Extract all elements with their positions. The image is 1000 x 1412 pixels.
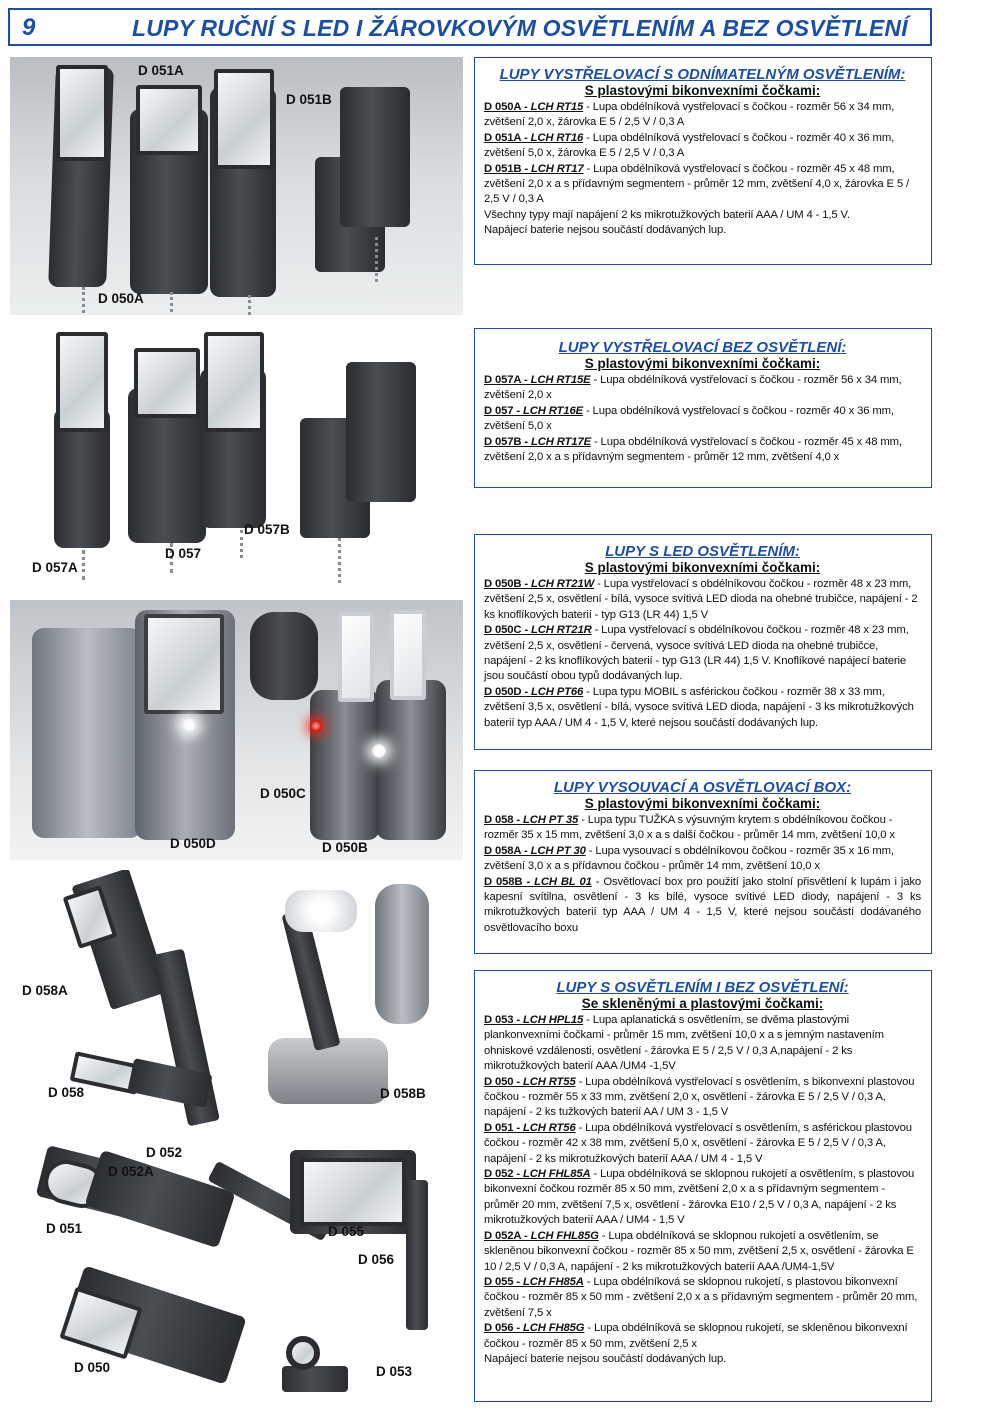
product-entry: D 050 - LCH RT55 - Lupa obdélníková vystřelovací s osvětlením, s bikonvexní plastovou čočkou - rozměr 55 x 33 mm, zvětšení 2,0 x, osvětlení - žárovka E 5 / 2,5 V / 0,3 A, napájení - 2 ks tužkových baterií AA / UM 3 - 1,5 V [484,1075,915,1119]
product-entry: D 050B - LCH RT21W - Lupa vystřelovací s obdélníkovou čočkou - rozměr 48 x 23 mm, zvětšení 2,5 x, osvětlení - bílá, vysoce svítivá LED dioda na ohebné trubičce, napájení - 2 ks knoflíkových baterií - typ G13 (LR 44) 1,5 V [484,578,918,621]
section-title: LUPY VYSTŘELOVACÍ S ODNÍMATELNÝM OSVĚTLENÍM: [499,66,906,83]
photo-label: D 058A [22,983,68,998]
product-entry: D 055 - LCH FH85A - Lupa obdélníková se sklopnou rukojetí, s plastovou bikonvexní čočkou - rozměr 85 x 50 mm - zvětšení 2,0 x a s přídavným segmentem - průměr 20 mm, zvětšení 7,5 x [484,1275,918,1319]
product-entry: D 051 - LCH RT56 - Lupa obdélníková vystřelovací s osvětlením, s asférickou plastovou čočkou - rozměr 42 x 38 mm, zvětšení 5,0 x, osvětlení - žárovka E 5 / 2,5 V / 0,3 A, napájení - 2 ks mikrotužkových baterií AAA / UM 4 - 1,5 V [484,1121,912,1165]
product-entry: D 052 - LCH FHL85A - Lupa obdélníková se sklopnou rukojetí a osvětlením, s plastovou bikonvexní čočkou rozměr 85 x 50 mm, zvětšení 2,0 x a s přídavným segmentem - průměr 20 mm, zvětšení 7,5 x, osvětlení - žárovka E10 / 2,5 V / 0,3 A, napájení - 2 ks mikrotužkových baterií AAA / UM4 - 1,5 V [484,1168,915,1227]
photo-label: D 051B [286,92,332,107]
page-title: LUPY RUČNÍ S LED I ŽÁROVKOVÝM OSVĚTLENÍM A BEZ OSVĚTLENÍ [132,15,908,41]
section-subtitle: S plastovými bikonvexními čočkami: [584,83,821,98]
product-entry: D 057B - LCH RT17E - Lupa obdélníková vystřelovací s čočkou - rozměr 45 x 48 mm, zvětšení 2,0 x a s přídavným segmentem - průměr 12 mm, zvětšení 4,0 x [484,435,902,464]
product-entry: D 056 - LCH FH85G - Lupa obdélníková se sklopnou rukojetí, se skleněnou bikonvexní čočkou - rozměr 85 x 50 mm, zvětšení 2,5 x [484,1322,908,1350]
photo-label: D 058 [48,1085,85,1100]
product-entry: D 058 - LCH PT 35 - Lupa typu TUŽKA s výsuvným krytem s obdélníkovou čočkou - rozměr 35 x 15 mm, zvětšení 3,0 x a s další čočkou - průměr 14 mm, zvětšení 10,0 x [484,814,895,842]
note: Napájecí baterie nejsou součástí dodávaných lup. [484,224,727,237]
photo-label: D 058B [380,1086,426,1101]
product-entry: D 057 - LCH RT16E - Lupa obdélníková vystřelovací s čočkou - rozměr 40 x 36 mm, zvětšení 5,0 x [484,404,894,433]
product-entry: D 051B - LCH RT17 - Lupa obdélníková vystřelovací s čočkou - rozměr 45 x 48 mm, zvětšení 2,0 x a s přídavným segmentem - průměr 12 mm, zvětšení 4,0 x, žárovka E 5 / 2,5 V / 0,3 A [484,162,910,206]
product-entry: D 050C - LCH RT21R - Lupa vystřelovací s obdélníkovou čočkou - rozměr 48 x 23 mm, zvětšení 2,5 x, osvětlení - červená, vysoce svítivá LED dioda na ohebné trubičce, napájení - 2 ks knoflíkových baterií - typ G13 (LR 44) 1,5 V. Knoflíkové napájecí baterie jsou součástí obou typů dodávaných lup. [484,624,909,683]
section-title: LUPY VYSTŘELOVACÍ BEZ OSVĚTLENÍ: [558,339,847,356]
product-entry: D 050A - LCH RT15 - Lupa obdélníková vystřelovací s čočkou - rozměr 56 x 34 mm, zvětšení 2,0 x, žárovka E 5 / 2,5 V / 0,3 A [484,101,895,129]
photo-label: D 050A [98,291,144,306]
product-entry: D 050D - LCH PT66 - Lupa typu MOBIL s asférickou čočkou - rozměr 38 x 33 mm, zvětšení 3,5 x, osvětlení - bílá, vysoce svítivá LED dioda, napájení - 3 ks mikrotužkových baterií typ AAA / UM 4 - 1,5 V, které nejsou součástí dodávaných lup. [484,685,914,729]
photo-label: D 056 [358,1252,395,1267]
section-subtitle: Se skleněnými a plastovými čočkami: [581,996,824,1011]
product-entry: D 053 - LCH HPL15 - Lupa aplanatická s osvětlením, se dvěma plastovými plankonvexními čočkami - průměr 15 mm, zvětšení 10,0 x a s jemným nastavením ohniskové vzdálenosti, osvětlení - žárovka E 5 / 2,5 V / 0,3 A,napájení - 2 ks mikrotužkových baterií AAA /UM4 -1,5V [484,1014,884,1073]
section-subtitle: S plastovými bikonvexními čočkami: [584,560,821,575]
product-photo-3 [10,600,463,860]
product-photo-4 [10,870,463,1135]
page-header [8,8,932,46]
section-box [474,534,932,750]
section-title: LUPY S OSVĚTLENÍM I BEZ OSVĚTLENÍ: [556,979,849,996]
product-photo-2 [10,328,463,588]
section-box [474,328,932,488]
section-box [474,770,932,954]
photo-label: D 051 [46,1221,83,1236]
photo-label: D 050C [260,786,306,801]
product-photo-1 [10,57,463,315]
photo-label: D 051A [138,63,184,78]
photo-label: D 050B [322,840,368,855]
photo-label: D 052A [108,1164,154,1179]
product-entry: D 051A - LCH RT16 - Lupa obdélníková vystřelovací s čočkou - rozměr 40 x 36 mm, zvětšení 5,0 x, žárovka E 5 / 2,5 V / 0,3 A [484,131,895,160]
photo-label: D 057A [32,560,78,575]
section-subtitle: S plastovými bikonvexními čočkami: [584,356,821,371]
section-title: LUPY S LED OSVĚTLENÍM: [605,543,800,560]
photo-label: D 057B [244,522,290,537]
section-subtitle: S plastovými bikonvexními čočkami: [584,796,821,811]
section-box [474,57,932,265]
photo-label: D 055 [328,1224,365,1239]
photo-label: D 053 [376,1364,413,1379]
section-title: LUPY VYSOUVACÍ A OSVĚTLOVACÍ BOX: [553,779,852,796]
note: Napájecí baterie nejsou součástí dodávaných lup. [484,1352,727,1365]
page-number: 9 [22,14,36,41]
product-photo-5 [10,1140,463,1405]
product-entry: D 058A - LCH PT 30 - Lupa vysouvací s obdélníkovou čočkou - rozměr 35 x 16 mm, zvětšení 3,0 x a s přídavnou čočkou - průměr 14 mm, zvětšení 10,0 x [484,844,894,873]
photo-label: D 052 [146,1145,183,1160]
product-entry: D 057A - LCH RT15E - Lupa obdélníková vystřelovací s čočkou - rozměr 56 x 34 mm, zvětšení 2,0 x [484,374,902,402]
photo-label: D 057 [165,546,202,561]
photo-label: D 050D [170,836,216,851]
section-box [474,970,932,1402]
note: Všechny typy mají napájení 2 ks mikrotužkových baterií AAA / UM 4 - 1,5 V. [484,208,850,221]
product-entry: D 052A - LCH FHL85G - Lupa obdélníková se sklopnou rukojetí a osvětlením, se skleněnou bikonvexní čočkou - rozměr 85 x 50 mm, zvětšení 2,5 x, osvětlení - žárovka E 10 / 2,5 V / 0,3 A, napájení - 2 ks mikrotužkových baterií AAA /UM4-1,5V [484,1229,914,1273]
product-entry: D 058B - LCH BL 01 - Osvětlovací box pro použití jako stolní přisvětlení k lupám i jako kapesní svítilna, osvětlení - 3 ks bílé, vysoce svítivé LED diody, napájení - 3 ks mikrotužkových baterií typ AAA / UM 4 - 1,5 V, které nejsou součástí dodávaného osvětlovacího boxu [484,875,921,934]
photo-label: D 050 [74,1360,111,1375]
